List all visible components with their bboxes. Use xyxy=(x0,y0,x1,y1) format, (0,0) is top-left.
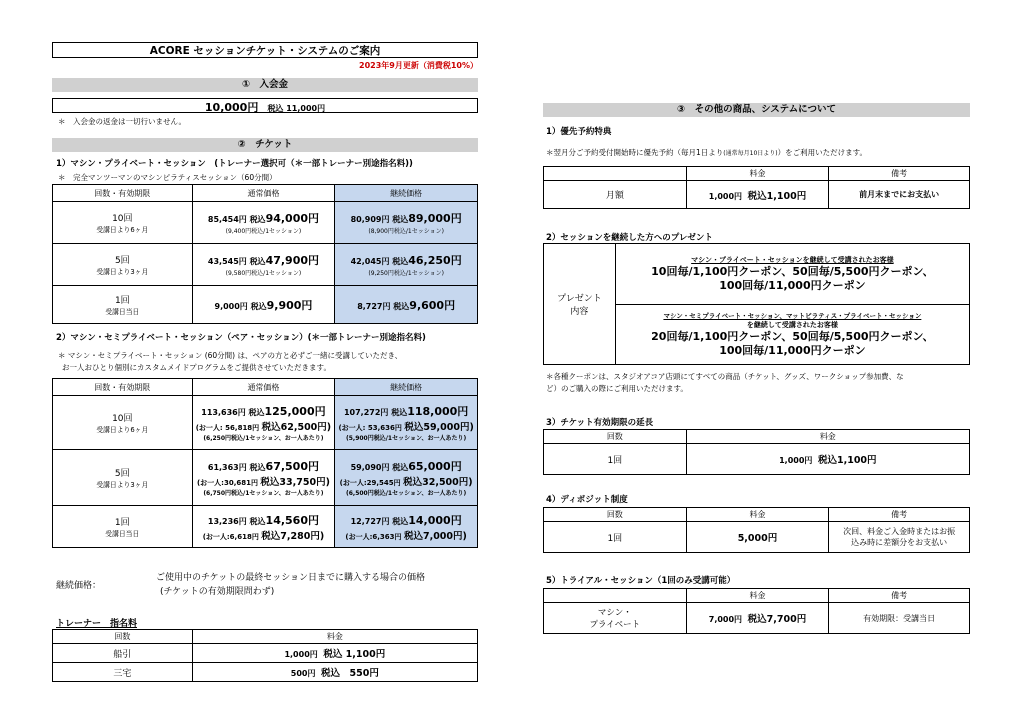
continue-price: 80,909円 xyxy=(350,215,390,224)
regular-per-session: (9,400円税込/1セッション) xyxy=(225,228,302,235)
table-row xyxy=(544,522,970,553)
row-valid: 受講日当日 xyxy=(105,530,140,538)
gift-a-head: マシン・プライベート・セッションを継続して受講されたお客様 xyxy=(691,256,894,264)
regular-price: 61,363円 xyxy=(207,463,247,472)
priority-memo: 前月末までにお支払い xyxy=(829,181,970,209)
row-count: 5回 xyxy=(114,469,130,479)
regular-per-session: (6,750円税込/1セッション、お一人あたり) xyxy=(203,490,324,497)
gift-note-1: ＊各種クーポンは、スタジオアコア店頭にてすべての商品（チケット、グッズ、ワークショップ参加費、な xyxy=(546,372,904,381)
per-person: (お一人: 56,818円 xyxy=(195,424,260,432)
regular-price-tax: 9,900円 xyxy=(266,298,313,312)
row-count: 10回 xyxy=(112,414,133,424)
continue-price-tax: 65,000円 xyxy=(408,460,462,473)
trial-memo: 有効期限：受講当日 xyxy=(829,603,970,634)
table-row xyxy=(544,181,970,209)
priority-note xyxy=(546,147,867,158)
tax-label: 税込 xyxy=(250,301,267,311)
deposit-heading: 4）ディポジット制度 xyxy=(546,495,628,505)
deposit-memo-1: 次回、料金ご入金時またはお振 xyxy=(843,527,956,536)
col-blank xyxy=(544,589,687,603)
tax-label: 税込 xyxy=(249,516,266,526)
col-blank xyxy=(544,167,687,181)
private-ticket-table xyxy=(52,184,478,324)
table-row xyxy=(53,644,478,663)
table-row xyxy=(53,244,478,286)
extend-price-tax: 税込1,100円 xyxy=(817,455,877,466)
col-memo: 備考 xyxy=(829,589,970,603)
priority-table xyxy=(543,166,970,209)
continue-per-session: (9,250円税込/1セッション) xyxy=(368,270,444,277)
gift-label-2: 内容 xyxy=(570,307,589,317)
gift-heading: 2）セッションを継続した方へのプレゼント xyxy=(546,233,713,243)
deposit-memo-2: 込み時に差額分をお支払い xyxy=(851,538,948,547)
trial-table xyxy=(543,588,970,634)
tax-label: 税込 xyxy=(249,463,266,472)
extend-heading: 3）チケット有効期限の延長 xyxy=(546,418,654,428)
updated-date: 2023年9月更新（消費税10%） xyxy=(359,61,478,70)
row-valid: 受講日より6ヶ月 xyxy=(96,226,149,234)
col-count: 回数・有効期限 xyxy=(53,185,193,202)
per-person-tax: 税込7,280円) xyxy=(261,530,325,542)
tax-label: 税込 xyxy=(248,408,265,417)
priority-note-small: (通常毎月10日より) xyxy=(723,150,778,157)
trial-price: 7,000円 xyxy=(708,615,743,624)
regular-price-tax: 14,560円 xyxy=(265,513,319,527)
trial-heading: 5）トライアル・セッション（1回のみ受講可能） xyxy=(546,576,736,586)
continue-desc-1: ご使用中のチケットの最終セッション日までに購入する場合の価格 xyxy=(156,573,426,583)
priority-heading: 1）優先予約特典 xyxy=(546,127,612,137)
gift-note-2: ど）のご購入の際にご利用いただけます。 xyxy=(546,384,688,393)
tax-label: 税込 xyxy=(392,215,409,224)
col-memo: 備考 xyxy=(829,508,970,522)
continue-price-tax: 9,600円 xyxy=(409,298,456,312)
continue-per-session: (8,900円税込/1セッション) xyxy=(368,228,444,235)
col-count: 回数・有効期限 xyxy=(53,379,193,396)
continue-per-session: (6,500円税込/1セッション、お一人あたり) xyxy=(346,490,467,497)
continue-price: 59,090円 xyxy=(350,463,390,472)
col-continue: 継続価格 xyxy=(335,185,478,202)
col-regular: 通常価格 xyxy=(192,185,335,202)
per-person: (お一人:6,363円 xyxy=(345,532,402,541)
priority-price-tax: 税込1,100円 xyxy=(747,190,807,202)
per-person-tax: 税込33,750円) xyxy=(260,477,330,488)
semi-note-1: ＊ マシン・セミプライベート・セッション (60分間) は、ペアの方と必ずご一緒に受講していただき、 xyxy=(58,351,403,360)
trainer-fee-table xyxy=(52,629,478,682)
row-count: 10回 xyxy=(112,214,133,224)
section-1-header: ① 入会金 xyxy=(52,78,478,92)
gift-b-head-2: を継続して受講されたお客様 xyxy=(746,321,838,329)
continue-price-tax: 89,000円 xyxy=(408,212,462,225)
continue-price-tax: 118,000円 xyxy=(407,405,469,418)
extend-price: 1,000円 xyxy=(779,456,813,465)
priority-name: 月額 xyxy=(544,181,687,209)
regular-price: 113,636円 xyxy=(201,408,246,417)
gift-label-1: プレゼント xyxy=(557,294,602,304)
per-person: (お一人: 53,636円 xyxy=(338,424,402,432)
per-person: (お一人:30,681円 xyxy=(196,479,258,487)
regular-price: 43,545円 xyxy=(207,257,247,266)
priority-price: 1,000円 xyxy=(708,191,743,201)
per-person-tax: 税込7,000円) xyxy=(403,530,467,542)
extend-count: 1回 xyxy=(544,444,687,475)
admission-price-tax: 税込 11,000円 xyxy=(267,104,326,113)
continue-label: 継続価格： xyxy=(56,581,102,591)
col-count: 回数 xyxy=(544,508,687,522)
regular-price-tax: 94,000円 xyxy=(265,212,320,225)
semi-ticket-table xyxy=(52,378,478,548)
row-valid: 受講日より3ヶ月 xyxy=(96,481,149,489)
table-row xyxy=(544,603,970,634)
continue-price-tax: 14,000円 xyxy=(408,513,462,527)
tax-label: 税込 xyxy=(392,257,409,266)
admission-price: 10,000円 xyxy=(204,101,259,114)
continue-price: 42,045円 xyxy=(350,257,390,266)
gift-label-cell xyxy=(544,244,616,365)
regular-price: 13,236円 xyxy=(207,516,247,526)
trainer-name: 三宅 xyxy=(53,663,193,682)
regular-per-session: (6,250円税込/1セッション、お一人あたり) xyxy=(203,435,324,442)
col-continue: 継続価格 xyxy=(335,379,478,396)
trial-price-tax: 税込7,700円 xyxy=(747,614,807,625)
trial-name-1: マシン・ xyxy=(597,608,632,618)
tax-label: 税込 xyxy=(249,215,266,224)
semi-heading: 2）マシン・セミプライベート・セッション（ペア・セッション）(＊一部トレーナー別途指名料) xyxy=(56,333,426,343)
gift-table xyxy=(543,243,970,365)
deposit-table xyxy=(543,507,970,553)
table-row xyxy=(53,450,478,506)
continue-price-tax: 46,250円 xyxy=(408,254,462,267)
table-row xyxy=(53,506,478,548)
trainer-fee-tax: 税込 550円 xyxy=(321,668,379,679)
tax-label: 税込 xyxy=(392,463,409,472)
gift-b-line-2: 100回毎/11,000円クーポン xyxy=(719,344,866,357)
row-valid: 受講日より6ヶ月 xyxy=(96,426,149,434)
page-title: ACORE セッションチケット・システムのご案内 xyxy=(52,42,478,58)
table-row xyxy=(53,396,478,450)
col-fee: 料金 xyxy=(686,508,829,522)
section-2-header: ② チケット xyxy=(52,138,478,152)
continue-price: 107,272円 xyxy=(343,408,389,417)
trainer-fee: 1,000円 xyxy=(284,650,318,659)
continue-desc-2: (チケットの有効期限問わず) xyxy=(160,587,275,597)
trainer-heading: トレーナー 指名料 xyxy=(56,619,138,629)
col-regular: 通常価格 xyxy=(192,379,335,396)
admission-price-box xyxy=(52,98,478,113)
per-person: (お一人:29,545円 xyxy=(339,479,401,487)
tax-label: 税込 xyxy=(249,257,266,266)
regular-per-session: (9,580円税込/1セッション) xyxy=(225,270,302,277)
row-valid: 受講日当日 xyxy=(105,308,140,316)
section-3-header: ③ その他の商品、システムについて xyxy=(543,103,970,117)
per-person-tax: 税込32,500円) xyxy=(403,477,473,488)
trainer-fee-tax: 税込 1,100円 xyxy=(323,649,386,660)
row-count: 5回 xyxy=(114,256,130,266)
tax-label: 税込 xyxy=(392,516,409,526)
table-row xyxy=(544,444,970,475)
row-valid: 受講日より3ヶ月 xyxy=(96,268,149,276)
table-row xyxy=(53,286,478,324)
priority-note-a: ＊翌月分ご予約受付開始時に優先予約（毎月1日より xyxy=(546,148,724,157)
col-memo: 備考 xyxy=(829,167,970,181)
col-name: 回数 xyxy=(53,630,193,644)
tax-label: 税込 xyxy=(393,301,410,311)
trial-name-2: プライベート xyxy=(589,620,641,630)
priority-note-b: ）をご利用いただけます。 xyxy=(777,148,868,157)
regular-price: 85,454円 xyxy=(207,215,247,224)
regular-price-tax: 47,900円 xyxy=(265,254,320,267)
private-heading: 1）マシン・プライベート・セッション (トレーナー選択可（＊一部トレーナー別途指名料)) xyxy=(56,159,413,169)
regular-price-tax: 67,500円 xyxy=(265,460,319,473)
col-fee: 料金 xyxy=(686,167,829,181)
deposit-price: 5,000円 xyxy=(686,522,829,553)
row-count: 1回 xyxy=(114,296,130,306)
gift-a-line-2: 100回毎/11,000円クーポン xyxy=(719,279,866,292)
semi-note-2: お一人おひとり個別にカスタムメイドプログラムをご提供させていただきます。 xyxy=(62,363,331,372)
col-fee: 料金 xyxy=(686,430,969,444)
regular-price: 9,000円 xyxy=(214,301,248,311)
gift-b-head-1: マシン・セミプライベート・セッション、マットピラティス・プライベート・セッション xyxy=(663,312,922,320)
private-note: ＊ 完全マンツーマンのマシンピラティスセッション（60分間） xyxy=(58,173,277,182)
regular-price-tax: 125,000円 xyxy=(264,405,326,418)
tax-label: 税込 xyxy=(391,408,408,417)
deposit-count: 1回 xyxy=(544,522,687,553)
trainer-fee: 500円 xyxy=(290,669,316,678)
col-fee: 料金 xyxy=(686,589,829,603)
trainer-name: 船引 xyxy=(53,644,193,663)
gift-b-line-1: 20回毎/1,100円クーポン、50回毎/5,500円クーポン、 xyxy=(651,330,934,343)
col-fee: 料金 xyxy=(192,630,477,644)
per-person-tax: 税込62,500円) xyxy=(261,422,332,433)
continue-price: 12,727円 xyxy=(350,516,390,526)
continue-price: 8,727円 xyxy=(357,301,391,311)
gift-a-line-1: 10回毎/1,100円クーポン、50回毎/5,500円クーポン、 xyxy=(651,265,934,278)
col-count: 回数 xyxy=(544,430,687,444)
table-row xyxy=(53,663,478,682)
per-person: (お一人:6,618円 xyxy=(202,532,259,541)
continue-per-session: (5,900円税込/1セッション、お一人あたり) xyxy=(346,435,467,442)
row-count: 1回 xyxy=(114,518,130,528)
extend-table xyxy=(543,429,970,475)
table-row xyxy=(53,202,478,244)
admission-note: ＊ 入会金の返金は一切行いません。 xyxy=(58,117,186,126)
per-person-tax: 税込59,000円) xyxy=(404,422,474,433)
